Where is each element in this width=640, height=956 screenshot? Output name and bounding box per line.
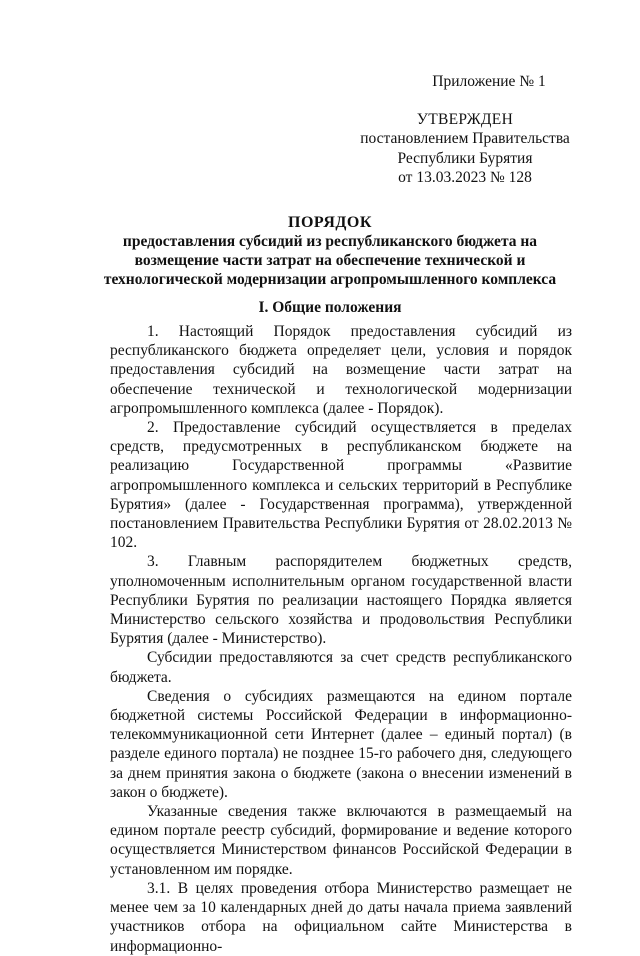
approved-label: УТВЕРЖДЕН xyxy=(416,110,514,128)
title-subtitle-line: предоставления субсидий из республиканского бюджета на xyxy=(122,233,538,250)
paragraph: Указанные сведения также включаются в размещаемый на едином портале реестр субсидий, формирование и ведение которого осуществляется Министерством финансов Российской Федерации в установленном им порядке. xyxy=(110,803,572,878)
paragraph: 3.1. В целях проведения отбора Министерство размещает не менее чем за 10 календарных дней до даты начала приема заявлений участников отбора на официальном сайте Министерства в информационно- xyxy=(110,879,572,955)
approval-line: постановлением Правительства xyxy=(360,130,570,147)
paragraph: 1. Настоящий Порядок предоставления субсидий из республиканского бюджета определяет цели, условия и порядок предоставления субсидий на возмещение части затрат на обеспечение технической и технологической модернизации агропромышленного комплекса (далее - Порядок). xyxy=(110,323,572,417)
title-subtitle-line: возмещение части затрат на обеспечение технической и xyxy=(134,252,526,269)
approval-date-line: от 13.03.2023 № 128 xyxy=(398,169,532,186)
paragraph: Субсидии предоставляются за счет средств республиканского бюджета. xyxy=(110,649,572,686)
approval-stamp xyxy=(330,72,600,188)
title-main: ПОРЯДОК xyxy=(288,214,372,231)
document-title xyxy=(100,213,560,289)
annex-label: Приложение № 1 xyxy=(432,73,546,90)
paragraph: 3. Главным распорядителем бюджетных средств, уполномоченным исполнительным органом государственной власти Республики Бурятия по реализации настоящего Порядка является Министерство сельского хозяйства и продовольствия Республики Бурятия (далее - Министерство). xyxy=(110,553,572,648)
approval-line: Республики Бурятия xyxy=(397,149,533,167)
paragraph: 2. Предоставление субсидий осуществляется в пределах средств, предусмотренных в республиканском бюджете на реализацию Государственной программы «Развитие агропромышленного комплекса и сельских территорий в Республике Бурятия» (далее - Государственная программа), утвержденной постановлением Правительства Республики Бурятия от 28.02.2013 № 102. xyxy=(110,419,572,552)
section-heading: I. Общие положения xyxy=(258,299,402,316)
paragraph: Сведения о субсидиях размещаются на едином портале бюджетной системы Российской Федерации в информационно-телекоммуникационной сети Интернет (далее – единый портал) (в разделе единого портала) не позднее 15-го рабочего дня, следующего за днем принятия закона о бюджете (закона о внесении изменений в закон о бюджете). xyxy=(110,687,572,801)
document-body xyxy=(110,322,572,956)
title-subtitle-line: технологической модернизации агропромышленного комплекса xyxy=(103,271,557,288)
